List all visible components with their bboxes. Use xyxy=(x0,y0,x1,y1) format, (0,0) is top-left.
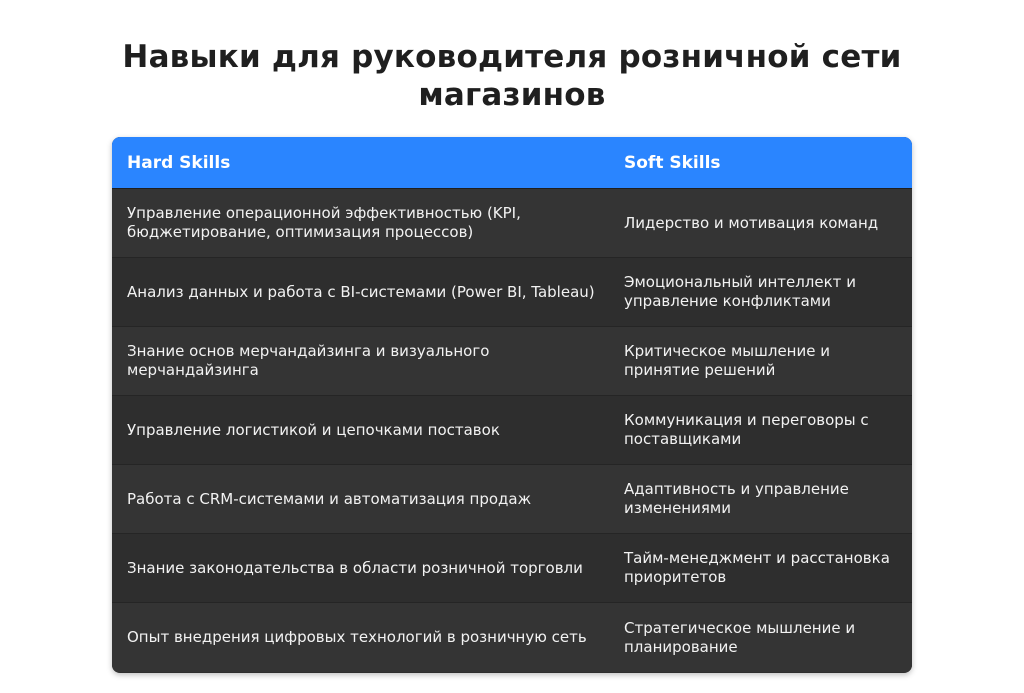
hard-skill-cell: Знание законодательства в области розничной торговли xyxy=(127,558,583,577)
hard-skill-cell: Управление операционной эффективностью (KPI, бюджетирование, оптимизация процессов) xyxy=(127,204,521,241)
soft-skill-cell: Стратегическое мышление и планирование xyxy=(624,618,856,656)
soft-skill-cell: Лидерство и мотивация команд xyxy=(624,213,879,232)
skills-table xyxy=(112,137,912,673)
hard-skill-cell: Управление логистикой и цепочками поставок xyxy=(127,420,500,439)
table-row xyxy=(112,603,912,672)
table-header xyxy=(112,137,912,189)
soft-skill-cell: Тайм-менеджмент и расстановка приоритетов xyxy=(624,549,890,586)
soft-skill-cell: Эмоциональный интеллект и управление конфликтами xyxy=(624,273,856,310)
hard-skill-cell: Анализ данных и работа с BI-системами (Power BI, Tableau) xyxy=(127,282,595,301)
table-row xyxy=(112,534,912,603)
page-title-line-1: Навыки для руководителя розничной сети xyxy=(122,39,902,75)
table-row xyxy=(112,258,912,327)
table-row xyxy=(112,189,912,258)
table-row xyxy=(112,396,912,465)
page-title-line-2: магазинов xyxy=(418,77,606,113)
hard-skill-cell: Работа с CRM-системами и автоматизация продаж xyxy=(127,489,532,508)
table-row xyxy=(112,465,912,534)
table-body xyxy=(112,189,912,672)
header-soft-skills: Soft Skills xyxy=(624,152,721,173)
soft-skill-cell: Адаптивность и управление изменениями xyxy=(624,480,849,517)
table-row xyxy=(112,327,912,396)
soft-skill-cell: Критическое мышление и принятие решений xyxy=(624,342,830,379)
page-title xyxy=(0,38,1024,114)
header-hard-skills: Hard Skills xyxy=(127,152,231,173)
hard-skill-cell: Знание основ мерчандайзинга и визуального мерчандайзинга xyxy=(127,342,490,379)
soft-skill-cell: Коммуникация и переговоры с поставщиками xyxy=(624,411,869,448)
hard-skill-cell: Опыт внедрения цифровых технологий в розничную сеть xyxy=(127,628,587,646)
